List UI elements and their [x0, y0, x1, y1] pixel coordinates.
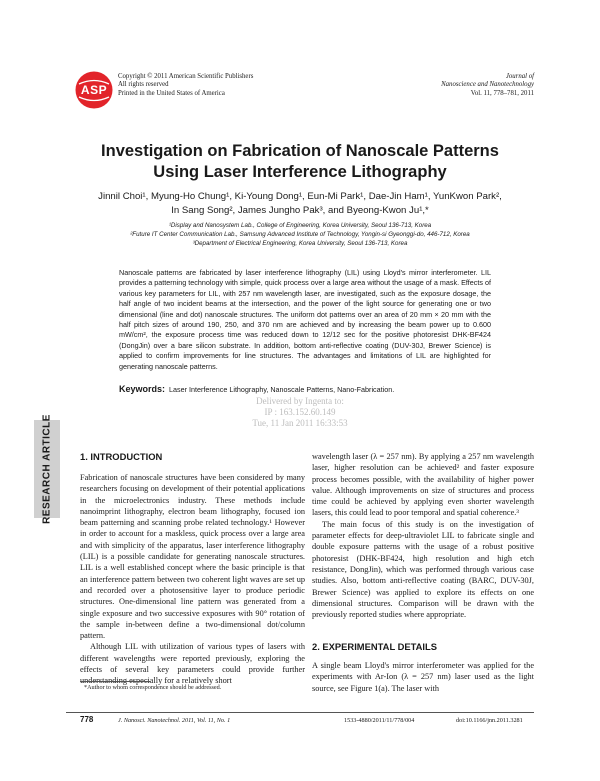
- experimental-heading: 2. EXPERIMENTAL DETAILS: [312, 641, 438, 652]
- authors-line-2: In Sang Song², James Jungho Pak³, and Byeong-Kwon Ju¹,*: [171, 204, 429, 216]
- footer-rule: [66, 712, 534, 713]
- article-type-label: RESEARCH ARTICLE: [41, 414, 53, 524]
- intro-paragraph-2: Although LIL with utilization of various types of lasers with different wavelengths were reported previously, exploring the effects of several key parameters could provide further understanding especially for a relatively short: [80, 642, 305, 686]
- left-column: [80, 472, 305, 687]
- delivery-watermark: [0, 396, 600, 428]
- footer-issn: 1533-4880/2011/11/778/004: [344, 717, 415, 724]
- abstract: Nanoscale patterns are fabricated by laser interference lithography (LIL) using Lloyd's mirror interferometer. LIL provides a patterning technology with simple, quick process over a large area without the usage of a mask. Effects of various key parameters for LIL, with 257 nm wavelength laser, are investigated, such as the exposure dosage, the half angle of two incident beams at the intersection, and the power of the light source for generating one or two dimensional (line and dot) nanoscale structures. The uniform dot patterns over an area of 20 mm × 20 mm with the half pitch sizes of around 190, 250, and 370 nm are achieved and by increasing the beam power up to 0.600 mW/cm², the exposure process time was reduced down to 12/12 sec for the positive photoresist DHK-BF424 (DongJin) over a bare silicon substrate. In addition, bottom anti-reflective coating (DUV-30J, Brewer Science) is applied to confirm improvements for line structures. The advantages and limitations of LIL are highlighted for generating nanoscale patterns.: [119, 268, 491, 371]
- printed-line: Printed in the United States of America: [118, 89, 225, 97]
- intro-paragraph-3: wavelength laser (λ = 257 nm). By applying a 257 nm wavelength laser, higher resolution can be achieved² and faster exposure process becomes possible, with the availability of higher power value. Although improvements on size of structures and process time could be achieved by applying even shorter wavelength lasers, this could lead to poor temporal and spatial coherence.³: [312, 452, 534, 518]
- journal-of: Journal of: [505, 73, 534, 80]
- publisher-logo: [74, 70, 114, 110]
- keywords-label: Keywords:: [119, 384, 166, 394]
- experimental-paragraph-1: A single beam Lloyd's mirror interferometer was applied for the experiments with Ar-Ion (λ = 257 nm) laser used as the light source, see Figure 1(a). The laser with: [312, 661, 534, 693]
- article-type-tab: [34, 414, 60, 524]
- copyright-block: [118, 73, 253, 98]
- watermark-line-3: Tue, 11 Jan 2011 16:33:53: [252, 417, 348, 428]
- right-column: [312, 451, 534, 620]
- experimental-column: [312, 660, 534, 694]
- affiliations: [0, 222, 600, 248]
- footnote: *Author to whom correspondence should be addressed.: [84, 684, 222, 691]
- authors-line-1: Jinnil Choi¹, Myung-Ho Chung¹, Ki-Young Dong¹, Eun-Mi Park¹, Dae-Jin Ham¹, YunKwon Park²,: [98, 191, 502, 202]
- rights-line: All rights reserved: [118, 81, 169, 89]
- footer-journal: J. Nanosci. Nanotechnol. 2011, Vol. 11, No. 1: [118, 717, 231, 724]
- introduction-heading: 1. INTRODUCTION: [80, 451, 163, 462]
- author-list: [0, 190, 600, 217]
- affiliation-3: ³Department of Electrical Engineering, Korea University, Seoul 136-713, Korea: [192, 239, 408, 247]
- journal-block: [441, 73, 534, 98]
- title-line-1: Investigation on Fabrication of Nanoscale Patterns: [101, 142, 499, 160]
- copyright-line: Copyright © 2011 American Scientific Publishers: [118, 73, 254, 80]
- watermark-line-2: IP : 163.152.60.149: [264, 406, 336, 417]
- journal-name: Nanoscience and Nanotechnology: [441, 81, 534, 89]
- journal-volume: Vol. 11, 778–781, 2011: [470, 89, 534, 97]
- footer-doi: doi:10.1166/jnn.2011.3281: [456, 717, 523, 724]
- keywords-text: Laser Interference Lithography, Nanoscale Patterns, Nano-Fabrication.: [169, 385, 395, 394]
- paper-title: [0, 141, 600, 183]
- intro-paragraph-4: The main focus of this study is on the investigation of parameter effects for deep-ultraviolet LIL to fabricate single and double exposure patterns with the usage of a robust positive photoresist (DHK-BF424, high resolution and high etch resistance, DongJin), which was performed through various case studies. Also, bottom anti-reflective coating (BARC, DUV-30J, Brewer Science) was applied to explore its effects on one dimensional structures. Comparison will be drawn with the previously reported studies where appropriate.: [312, 519, 534, 620]
- affiliation-2: ²Future IT Center Communication Lab., Samsung Advanced Institute of Technology, Yongin-si Gyeonggi-do, 446-712, Korea: [130, 230, 470, 238]
- affiliation-1: ¹Display and Nanosystem Lab., College of Engineering, Korea University, Seoul 136-713, Korea: [168, 222, 432, 229]
- title-line-2: Using Laser Interference Lithography: [153, 163, 447, 181]
- page-number: 778: [80, 715, 94, 724]
- watermark-line-1: Delivered by Ingenta to:: [256, 396, 344, 406]
- footnote-rule: [80, 681, 150, 682]
- publisher-logo-text: ASP: [80, 83, 108, 97]
- keywords: [119, 384, 519, 395]
- intro-paragraph-1: Fabrication of nanoscale structures have been considered by many researchers focusing on development of their potential applications in the microelectronics industry. These methods include nanoimprint lithography, electron beam lithography, focused ion beam patterning and scanning probe related technology.¹ However in order to account for a maskless, quick process over a large area and with simplicity of the apparatus, laser interference lithography (LIL) is a possible candidate for generating nanoscale structures. LIL is a well established concept where the basic principle is that an interference pattern between two coherent light waves are set up and recorded over a photosensitive layer to produce periodic structures. One-dimensional line pattern was generated from a single exposure and two successive exposures with 90° rotation of the sample in-between define a two-dimensional dot/column pattern.: [80, 473, 305, 641]
